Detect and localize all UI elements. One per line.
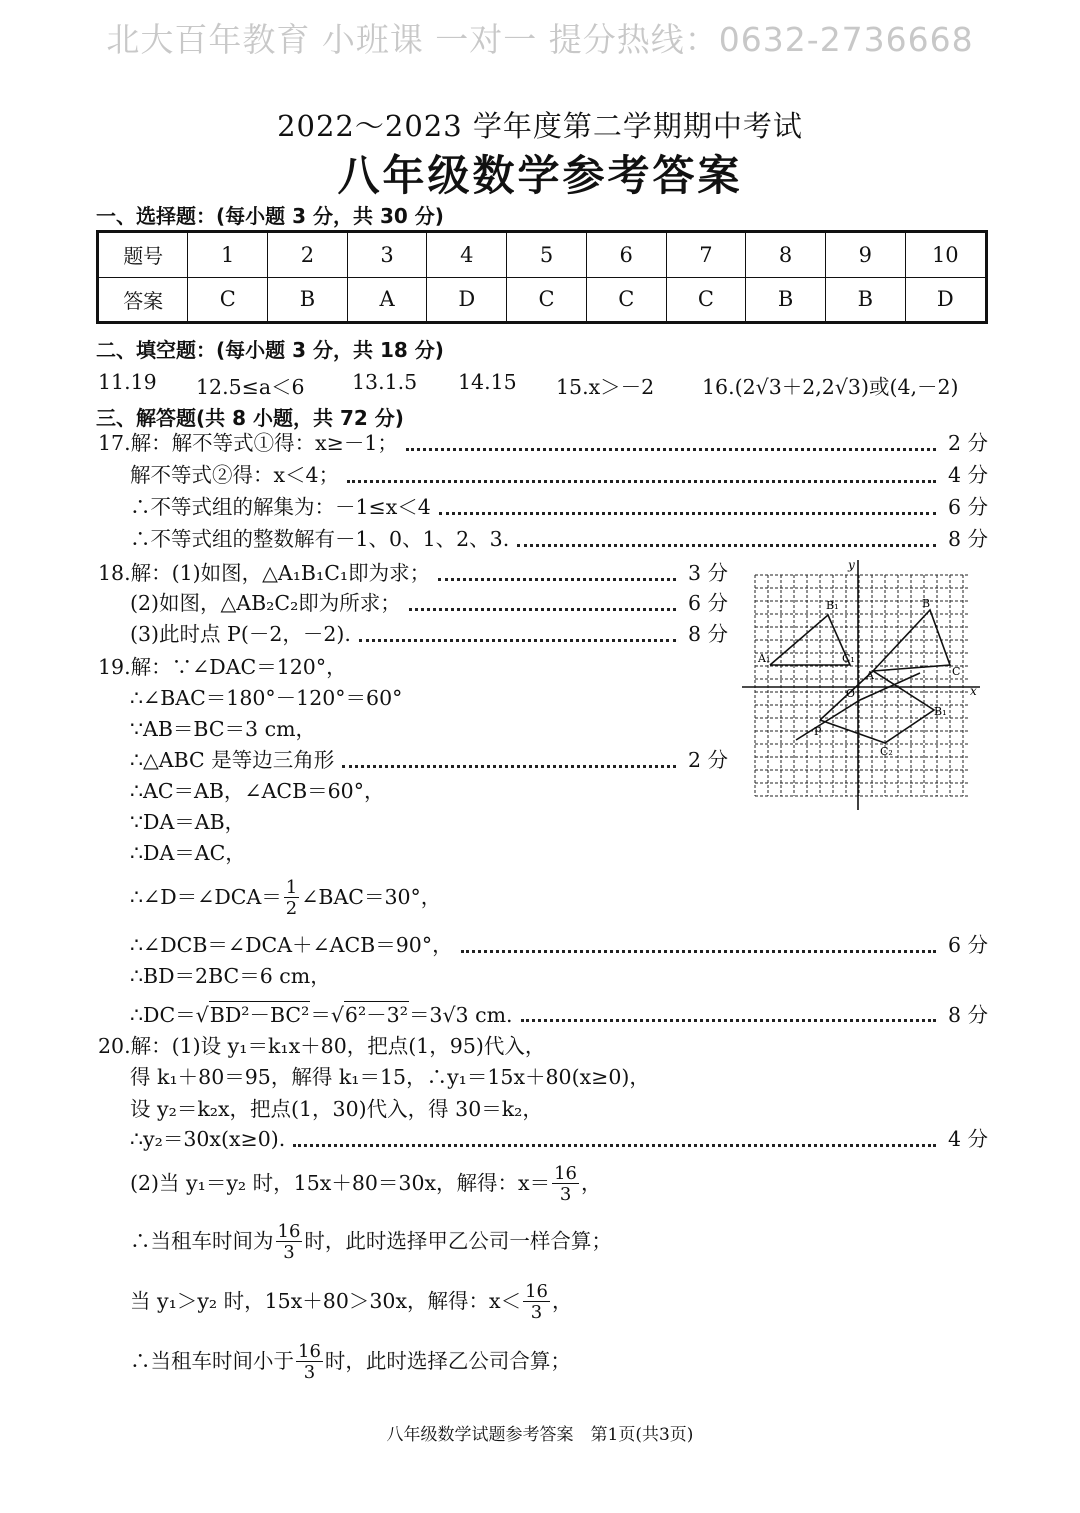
radicand: 6²－3² [344, 1003, 408, 1027]
q20-line: 得 k₁＋80＝95，解得 k₁＝15，∴y₁＝15x＋80(x≥0)， [130, 1065, 650, 1089]
numerator: 16 [277, 1221, 301, 1242]
q19-line: ∵DA＝AB， [130, 810, 246, 834]
q19-line: ∴DA＝AC， [130, 841, 246, 865]
axis-y-label: y [848, 558, 855, 572]
point-label: B₁ [826, 599, 839, 612]
q20-line [130, 1126, 988, 1152]
table-row [98, 232, 987, 278]
q20-line: 20.解：(1)设 y₁＝k₁x＋80，把点(1，95)代入， [98, 1034, 546, 1058]
table-cell: B [746, 277, 826, 323]
q18-line [98, 560, 728, 586]
answer-text: ∴∠DCB＝∠DCA＋∠ACB＝90°， [130, 933, 453, 957]
formula-text: 时，此时选择乙公司合算； [324, 1349, 571, 1373]
section2-heading: 二、填空题：(每小题 3 分，共 18 分) [96, 338, 444, 362]
formula-text: (2)当 y₁＝y₂ 时，15x＋80＝30x，解得：x＝ [130, 1171, 551, 1195]
score: 6 分 [947, 495, 988, 519]
q18-line [130, 590, 728, 616]
exam-title: 2022～2023 学年度第二学期期中考试 [277, 109, 803, 143]
denominator: 3 [559, 1184, 572, 1205]
table-cell: 4 [427, 232, 507, 278]
point-label: A₁ [758, 652, 771, 665]
answer-text: 17.解：解不等式①得：x≥－1； [98, 431, 398, 455]
numerator: 16 [298, 1341, 321, 1362]
table-cell: D [905, 277, 986, 323]
point-label: B [922, 597, 931, 610]
formula-text: ＝3√3 cm. [408, 1002, 513, 1027]
formula-text: ∴DC＝ [130, 1002, 196, 1027]
q17-line [130, 462, 988, 488]
score: 2 分 [947, 431, 988, 455]
table-cell: D [427, 277, 507, 323]
score: 3 分 [687, 561, 728, 585]
table-cell: 1 [188, 232, 268, 278]
fill-answer: 15.x＞－2 [556, 375, 655, 399]
fill-answer: 13.1.5 [352, 370, 418, 394]
point-label: A [866, 669, 874, 682]
score: 6 分 [687, 591, 728, 615]
q17-line [130, 494, 988, 520]
section1-heading: 一、选择题：(每小题 3 分，共 30 分) [96, 204, 444, 228]
point-label: C [952, 665, 961, 678]
table-header-cell: 题号 [98, 232, 188, 278]
denominator: 3 [530, 1302, 543, 1323]
score: 4 分 [947, 463, 988, 487]
radicand: BD²－BC² [209, 1003, 310, 1027]
table-header-cell: 答案 [98, 277, 188, 323]
answer-text: 解不等式②得：x＜4； [130, 463, 340, 487]
table-cell: 7 [666, 232, 746, 278]
q19-line: ∵AB＝BC＝3 cm， [130, 717, 317, 741]
watermark: 北大百年教育 小班课 一对一 提分热线：0632-2736668 [106, 20, 974, 59]
table-cell: 8 [746, 232, 826, 278]
table-cell: 9 [825, 232, 905, 278]
table-cell: 5 [507, 232, 587, 278]
q19-line: ∴AC＝AB，∠ACB＝60°， [130, 779, 385, 803]
score: 4 分 [947, 1127, 988, 1151]
answer-text: ∴不等式组的解集为：－1≤x＜4 [130, 495, 431, 519]
formula-text: ， [581, 1171, 602, 1195]
q19-line: ∴DC＝ √ BD²－BC² ＝ √ 6²－3² ＝3√3 cm. 8 分 [130, 1002, 988, 1027]
table-cell: A [347, 277, 427, 323]
fill-answer: 12.5≤a＜6 [196, 375, 305, 399]
q19-line: ∴∠BAC＝180°－120°＝60° [130, 686, 403, 710]
point-label: C₁ [842, 652, 855, 665]
q17-line [98, 430, 988, 456]
score: 6 分 [947, 933, 988, 957]
formula-text: ∴∠D＝∠DCA＝ [130, 885, 282, 909]
answer-text: (2)如图，△AB₂C₂即为所求； [130, 591, 401, 615]
table-cell: C [507, 277, 587, 323]
answer-text: ∴△ABC 是等边三角形 [130, 748, 335, 772]
axis-x-label: x [970, 684, 977, 698]
fraction [523, 1283, 550, 1322]
q19-line [130, 932, 988, 958]
fill-answer: 11.19 [98, 370, 157, 394]
table-cell: C [666, 277, 746, 323]
coordinate-grid-figure [740, 555, 990, 815]
point-label: B₁ [934, 705, 947, 718]
point-label: P [814, 725, 822, 738]
numerator: 1 [285, 877, 298, 898]
numerator: 16 [554, 1163, 578, 1184]
fraction [276, 1223, 303, 1262]
q20-line [130, 1336, 571, 1386]
table-row [98, 277, 987, 323]
formula-text: ＝ [310, 1002, 331, 1027]
denominator: 3 [283, 1242, 295, 1263]
formula-text: ∴当租车时间小于 [130, 1349, 294, 1373]
table-cell: 3 [347, 232, 427, 278]
fraction [284, 879, 299, 918]
fraction [552, 1165, 579, 1204]
formula-text: ∠BAC＝30°， [301, 885, 442, 909]
q18-line [130, 621, 728, 647]
score: 8 分 [947, 527, 988, 551]
fraction [296, 1343, 323, 1382]
q20-line: 设 y₂＝k₂x，把点(1，30)代入，得 30＝k₂， [130, 1097, 543, 1121]
formula-text: 时，此时选择甲乙公司一样合算； [304, 1229, 612, 1253]
formula-text: 当 y₁＞y₂ 时，15x＋80＞30x，解得：x＜ [130, 1289, 522, 1313]
numerator: 16 [525, 1281, 548, 1302]
q20-line [130, 1158, 602, 1208]
point-label: C₂ [880, 745, 893, 758]
table-cell: C [586, 277, 666, 323]
q19-line [130, 872, 441, 922]
table-cell: B [268, 277, 348, 323]
table-cell: B [825, 277, 905, 323]
table-cell: C [188, 277, 268, 323]
table-cell: 2 [268, 232, 348, 278]
table-cell: 10 [905, 232, 986, 278]
answer-text: ∴不等式组的整数解有－1、0、1、2、3. [130, 527, 510, 551]
denominator: 2 [285, 898, 298, 919]
score: 8 分 [687, 622, 728, 646]
formula-text: ∴当租车时间为 [130, 1229, 274, 1253]
answer-table [96, 230, 988, 324]
answer-text: (3)此时点 P(－2，－2). [130, 622, 351, 646]
score: 8 分 [947, 1002, 988, 1027]
point-label: O [846, 687, 856, 700]
q17-line [130, 526, 988, 552]
denominator: 3 [303, 1362, 316, 1383]
formula-text: ， [551, 1289, 573, 1313]
answer-text: 18.解：(1)如图，△A₁B₁C₁即为求； [98, 561, 431, 585]
q19-line: 19.解：∵∠DAC＝120°， [98, 655, 347, 679]
q19-line [130, 747, 728, 773]
score: 2 分 [687, 748, 728, 772]
q20-line [130, 1276, 572, 1326]
section3-heading: 三、解答题(共 8 小题，共 72 分) [96, 406, 404, 430]
document-title: 八年级数学参考答案 [337, 151, 743, 200]
fill-answer: 16.(2√3＋2,2√3)或(4,－2) [702, 375, 959, 399]
fill-answer: 14.15 [458, 370, 517, 394]
q20-line [130, 1216, 612, 1266]
answer-text: ∴y₂＝30x(x≥0). [130, 1127, 286, 1151]
page-footer: 八年级数学试题参考答案 第1页(共3页) [386, 1425, 694, 1445]
table-cell: 6 [586, 232, 666, 278]
q19-line: ∴BD＝2BC＝6 cm， [130, 964, 331, 988]
